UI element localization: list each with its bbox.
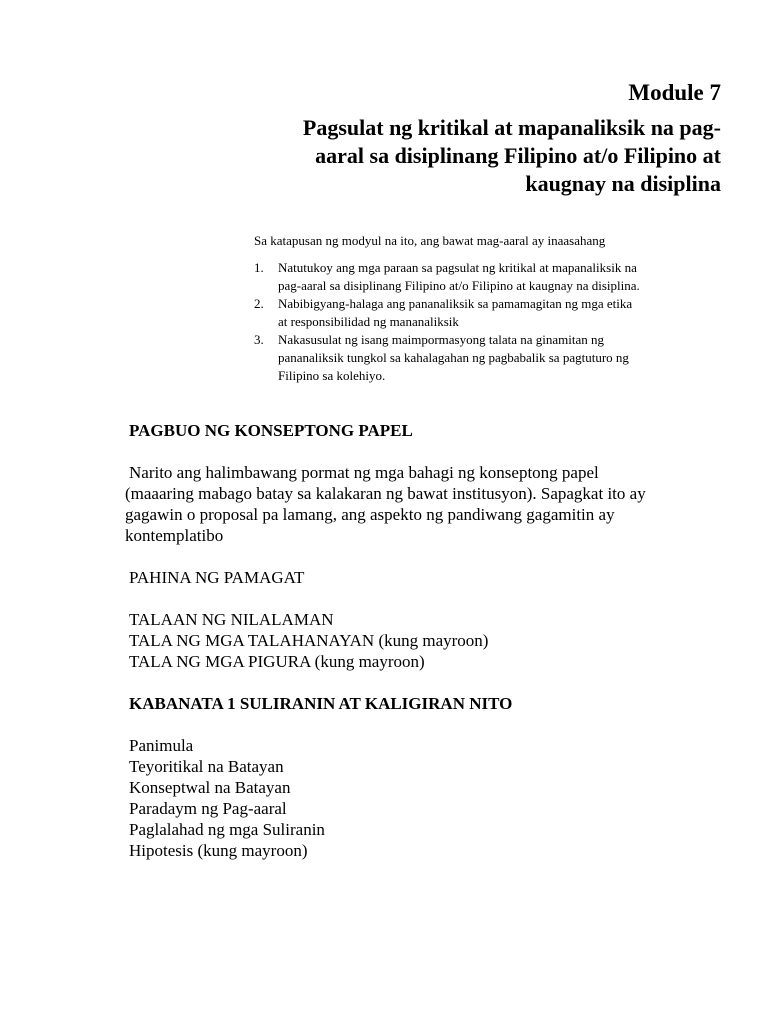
chapter-items-list xyxy=(125,735,725,861)
paragraph-line: Narito ang halimbawang pormat ng mga bahagi ng konseptong papel xyxy=(129,463,599,482)
objective-number: 2. xyxy=(254,296,264,311)
learning-objectives xyxy=(254,232,734,385)
chapter-heading: KABANATA 1 SULIRANIN AT KALIGIRAN NITO xyxy=(129,694,513,713)
module-label: Module 7 xyxy=(628,80,721,105)
objective-line: at responsibilidad ng mananaliksik xyxy=(278,314,459,329)
objective-line: Filipino sa kolehiyo. xyxy=(278,368,386,383)
objective-text xyxy=(278,331,734,385)
paragraph-line: kontemplatibo xyxy=(125,526,224,545)
objective-item xyxy=(254,295,734,331)
document-body xyxy=(125,420,725,861)
section-heading: PAGBUO NG KONSEPTONG PAPEL xyxy=(129,421,413,440)
contents-entry: TALAAN NG NILALAMAN xyxy=(129,610,334,629)
module-title-line: aaral sa disiplinang Filipino at/o Filipino at xyxy=(315,143,721,168)
objective-item xyxy=(254,259,734,295)
objectives-list xyxy=(254,259,734,385)
chapter-item: Teyoritikal na Batayan xyxy=(129,757,284,776)
objective-line: Nakasusulat ng isang maimpormasyong talata na ginamitan ng xyxy=(278,332,605,347)
contents-entry: TALA NG MGA TALAHANAYAN (kung mayroon) xyxy=(129,631,489,650)
chapter-item: Panimula xyxy=(129,736,194,755)
module-title-line: kaugnay na disiplina xyxy=(525,171,721,196)
paragraph-line: gagawin o proposal pa lamang, ang aspekto ng pandiwang gagamitin ay xyxy=(125,505,615,524)
chapter-item: Paglalahad ng mga Suliranin xyxy=(129,820,325,839)
objective-text xyxy=(278,295,734,331)
module-title-line: Pagsulat ng kritikal at mapanaliksik na pag- xyxy=(302,115,721,140)
contents-list xyxy=(125,609,725,672)
objective-line: Natutukoy ang mga paraan sa pagsulat ng kritikal at mapanaliksik na xyxy=(278,260,637,275)
intro-paragraph xyxy=(125,462,725,546)
objective-line: Nabibigyang-halaga ang pananaliksik sa pamamagitan ng mga etika xyxy=(278,296,633,311)
paragraph-line: (maaaring mabago batay sa kalakaran ng bawat institusyon). Sapagkat ito ay xyxy=(125,484,646,503)
module-title xyxy=(241,114,721,198)
objective-number: 1. xyxy=(254,260,264,275)
objectives-intro: Sa katapusan ng modyul na ito, ang bawat mag-aaral ay inaasahang xyxy=(254,233,606,248)
objective-item xyxy=(254,331,734,385)
objective-line: pag-aaral sa disiplinang Filipino at/o Filipino at kaugnay na disiplina. xyxy=(278,278,640,293)
chapter-item: Konseptwal na Batayan xyxy=(129,778,291,797)
contents-entry: TALA NG MGA PIGURA (kung mayroon) xyxy=(129,652,425,671)
chapter-item: Paradaym ng Pag-aaral xyxy=(129,799,287,818)
chapter-item: Hipotesis (kung mayroon) xyxy=(129,841,308,860)
objective-number: 3. xyxy=(254,332,264,347)
title-page-entry: PAHINA NG PAMAGAT xyxy=(129,568,305,587)
objective-text xyxy=(278,259,734,295)
objective-line: pananaliksik tungkol sa kahalagahan ng pagbabalik sa pagtuturo ng xyxy=(278,350,629,365)
